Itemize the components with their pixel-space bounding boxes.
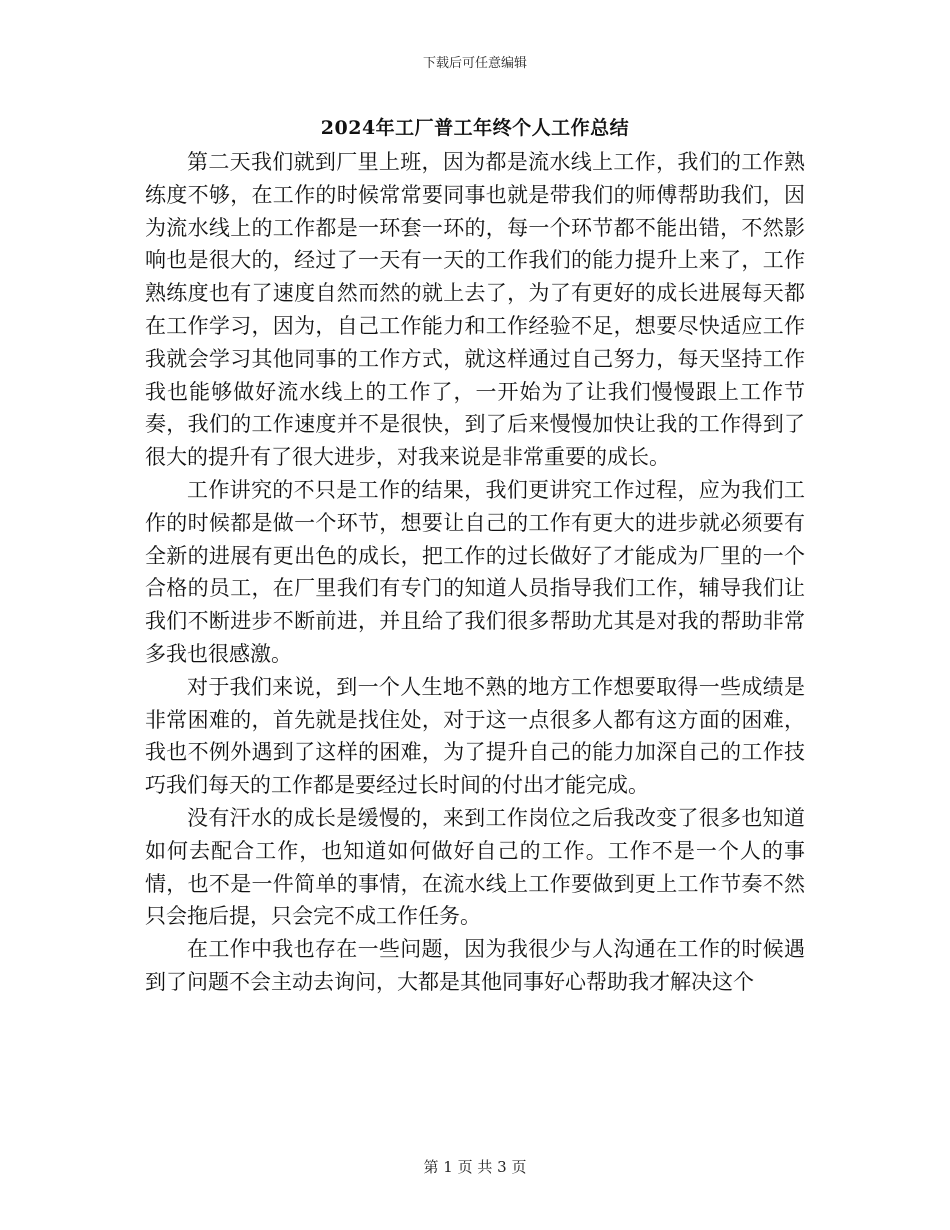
paragraph-2: 工作讲究的不只是工作的结果，我们更讲究工作过程，应为我们工作的时候都是做一个环节，想要让自己的工作有更大的进步就必须要有全新的进展有更出色的成长，把工作的过长做好了才能成为厂里的一个合格的员工，在厂里我们有专门的知道人员指导我们工作，辅导我们让我们不断进步不断前进，并且给了我们很多帮助尤其是对我的帮助非常多我也很感激。: [145, 477, 805, 666]
document-title: 2024年工厂普工年终个人工作总结: [320, 117, 630, 139]
paragraph-4: 没有汗水的成长是缓慢的，来到工作岗位之后我改变了很多也知道如何去配合工作，也知道如何做好自己的工作。工作不是一个人的事情，也不是一件简单的事情，在流水线上工作要做到更上工作节奏不然只会拖后提，只会完不成工作任务。: [145, 805, 805, 929]
document-body: [145, 146, 805, 999]
page-number: 第 1 页 共 3 页: [423, 1158, 527, 1176]
paragraph-1: 第二天我们就到厂里上班，因为都是流水线上工作，我们的工作熟练度不够，在工作的时候常常要同事也就是带我们的师傅帮助我们，因为流水线上的工作都是一环套一环的，每一个环节都不能出错，不然影响也是很大的，经过了一天有一天的工作我们的能力提升上来了，工作熟练度也有了速度自然而然的就上去了，为了有更好的成长进展每天都在工作学习，因为，自己工作能力和工作经验不足，想要尽快适应工作我就会学习其他同事的工作方式，就这样通过自己努力，每天坚持工作我也能够做好流水线上的工作了，一开始为了让我们慢慢跟上工作节奏，我们的工作速度并不是很快，到了后来慢慢加快让我的工作得到了很大的提升有了很大进步，对我来说是非常重要的成长。: [145, 150, 805, 470]
paragraph-5: 在工作中我也存在一些问题，因为我很少与人沟通在工作的时候遇到了问题不会主动去询问，大都是其他同事好心帮助我才解决这个: [145, 937, 805, 994]
paragraph-3: 对于我们来说，到一个人生地不熟的地方工作想要取得一些成绩是非常困难的，首先就是找住处，对于这一点很多人都有这方面的困难，我也不例外遇到了这样的困难，为了提升自己的能力加深自己的工作技巧我们每天的工作都是要经过长时间的付出才能完成。: [145, 674, 805, 798]
header-note: 下载后可任意编辑: [422, 56, 527, 71]
